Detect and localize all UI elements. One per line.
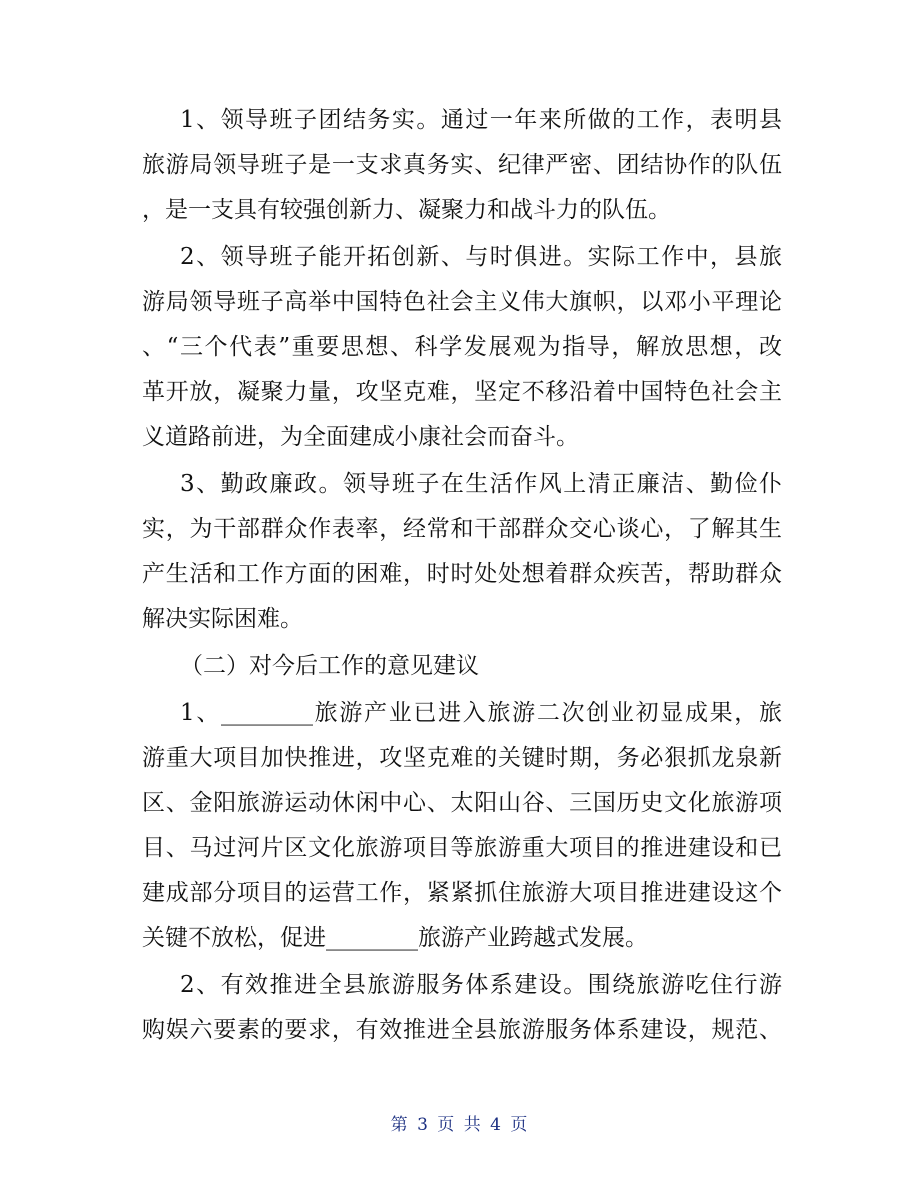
paragraph-3-line-2: 实，为干部群众作表率，经常和干部群众交心谈心，了解其生 <box>142 516 782 542</box>
paragraph-4-line-6: 关键不放松，促进________旅游产业跨越式发展。 <box>142 925 648 951</box>
paragraph-3-line-4: 解决实际困难。 <box>142 606 303 632</box>
paragraph-4-line-2: 游重大项目加快推进，攻坚克难的关键时期，务必狠抓龙泉新 <box>142 745 782 771</box>
paragraph-2-line-1: 2、领导班子能开拓创新、与时俱进。实际工作中，县旅 <box>180 244 782 270</box>
paragraph-4-line-5: 建成部分项目的运营工作，紧紧抓住旅游大项目推进建设这个 <box>142 880 782 906</box>
paragraph-1-line-1: 1、领导班子团结务实。通过一年来所做的工作，表明县 <box>180 107 782 133</box>
paragraph-1-line-3: ，是一支具有较强创新力、凝聚力和战斗力的队伍。 <box>142 197 671 223</box>
paragraph-5-line-2: 购娱六要素的要求，有效推进全县旅游服务体系建设，规范、 <box>142 1017 782 1043</box>
page-number-footer: 第 3 页 共 4 页 <box>390 1115 530 1135</box>
paragraph-2-line-3: 、“三个代表”重要思想、科学发展观为指导，解放思想，改 <box>142 334 782 360</box>
paragraph-2-line-2: 游局领导班子高举中国特色社会主义伟大旗帜，以邓小平理论 <box>142 289 782 315</box>
paragraph-2-line-5: 义道路前进，为全面建成小康社会而奋斗。 <box>142 424 579 450</box>
paragraph-4-line-1: 1、________旅游产业已进入旅游二次创业初显成果，旅 <box>180 700 782 726</box>
paragraph-5-line-1: 2、有效推进全县旅游服务体系建设。围绕旅游吃住行游 <box>180 972 782 998</box>
paragraph-4-line-3: 区、金阳旅游运动休闲中心、太阳山谷、三国历史文化旅游项 <box>142 790 782 816</box>
paragraph-2-line-4: 革开放，凝聚力量，攻坚克难，坚定不移沿着中国特色社会主 <box>142 379 782 405</box>
paragraph-4-line-4: 目、马过河片区文化旅游项目等旅游重大项目的推进建设和已 <box>142 835 782 861</box>
section-heading: （二）对今后工作的意见建议 <box>180 653 479 679</box>
paragraph-3-line-3: 产生活和工作方面的困难，时时处处想着群众疾苦，帮助群众 <box>142 561 782 587</box>
paragraph-3-line-1: 3、勤政廉政。领导班子在生活作风上清正廉洁、勤俭仆 <box>180 471 782 497</box>
paragraph-1-line-2: 旅游局领导班子是一支求真务实、纪律严密、团结协作的队伍 <box>142 152 782 178</box>
